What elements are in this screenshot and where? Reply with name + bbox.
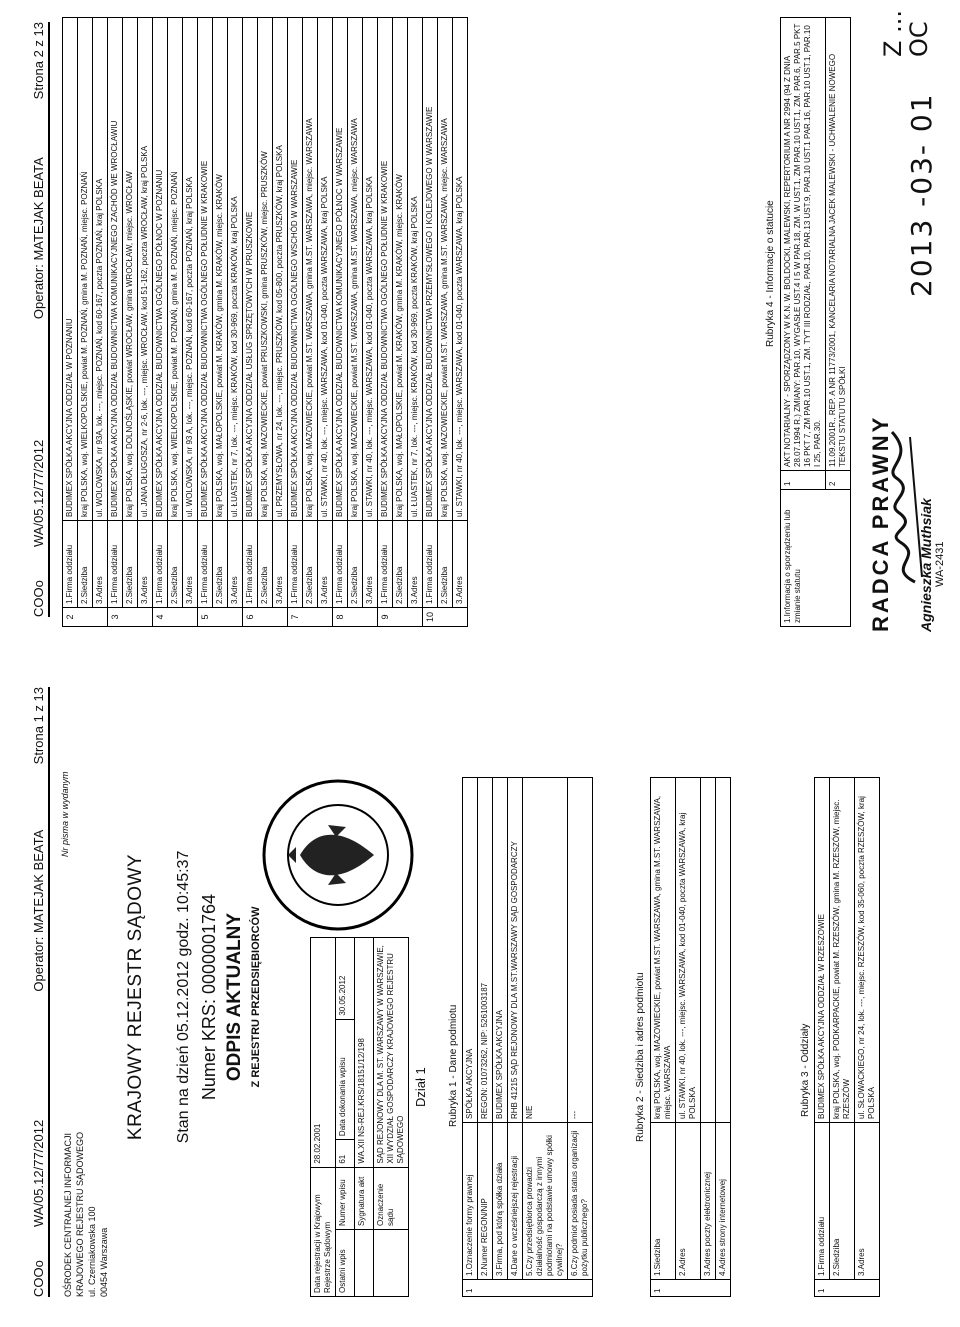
table-row [336, 938, 355, 1297]
field-value: BUDIMEX SPÓŁKA AKCYJNA ODDZIAŁ W RZESZOWIE [815, 778, 830, 1123]
field-label: 3.Firma, pod którą spółka działa [493, 1123, 508, 1280]
table-row [333, 18, 348, 627]
field-value: RHB 41215 SĄD REJONOWY DLA M.ST.WARSZAWY SĄD GOSPODARCZY [508, 778, 523, 1123]
field-label: 2.Siedziba [393, 521, 408, 608]
table-row [183, 18, 198, 627]
field-label: 2.Siedziba [213, 521, 228, 608]
field-label: 1.Firma oddziału [333, 521, 348, 608]
field-label: 4.Dane o wcześniejszej rejestracji [508, 1123, 523, 1280]
field-value: kraj POLSKA, woj. MAŁOPOLSKIE, powiat M. KRAKÓW, gmina M. KRAKÓW, miejsc. KRAKÓW [393, 18, 408, 521]
rubric-2-table [650, 777, 731, 1297]
court-line: ul. Czerniakowska 100 [87, 1206, 97, 1297]
page-header [28, 22, 50, 617]
table-cell: 61 [336, 1140, 355, 1168]
court-line: OŚRODEK CENTRALNEJ INFORMACJI [63, 1132, 73, 1297]
field-value: kraj POLSKA, woj. PODKARPACKIE, powiat M. RZESZÓW, gmina M. RZESZÓW, miejsc. RZESZÓW [830, 778, 855, 1123]
field-label: 1.Firma oddziału [108, 521, 123, 608]
table-row [378, 18, 393, 627]
field-label: 2.Siedziba [438, 521, 453, 608]
table-row [78, 18, 93, 627]
field-label: 6.Czy podmiot posiada status organizacji pożytku publicznego? [568, 1123, 593, 1280]
rubric-1-table [462, 777, 593, 1297]
field-value: NIE [523, 778, 568, 1123]
table-row [676, 778, 701, 1297]
field-label: 1.Firma oddziału [815, 1123, 830, 1280]
field-label: 2.Siedziba [168, 521, 183, 608]
table-row [408, 18, 423, 627]
row-number: 1 [781, 471, 826, 490]
registry-title: KRAJOWY REJESTR SĄDOWY [125, 853, 146, 1141]
field-value: BUDIMEX SPÓŁKA AKCYJNA ODDZIAŁ BUDOWNICTWA OGÓLNEGO POŁUDNIE W KRAKOWIE [198, 18, 213, 521]
krs-number: Numer KRS: 0000001764 [199, 893, 219, 1101]
table-cell: Oznaczenie sądu [374, 1167, 409, 1229]
field-label: 1.Firma oddziału [153, 521, 168, 608]
rubric-3-table [814, 777, 880, 1297]
field-value: kraj POLSKA, woj. DOLNOŚLĄSKIE, powiat WROCŁAW, gmina WROCŁAW, miejsc. WROCŁAW [123, 18, 138, 521]
table-row [568, 778, 593, 1297]
field-label: 1.Firma oddziału [243, 521, 258, 608]
field-label: 3.Adres [363, 521, 378, 608]
table-cell: Ostatni wpis [336, 1230, 355, 1297]
table-cell: Numer wpisu [336, 1167, 355, 1229]
field-value: ul. STAWKI, nr 40, lok. ---, miejsc. WARSZAWA, kod 01-040, poczta WARSZAWA, kraj POLSKA [318, 18, 333, 521]
field-value: SPÓŁKA AKCYJNA [463, 778, 478, 1123]
field-value: 11.09.2001R., REP. A NR 11773/2001, KANCELARIA NOTARIALNA JACEK MALEWSKI - UCHWALENIE NOWEGO TEKSTU STATUTU SPÓŁKI [826, 18, 851, 471]
field-label: 1.Firma oddziału [288, 521, 303, 608]
field-label: 1.Siedziba [651, 1123, 676, 1280]
row-number: 4 [153, 608, 198, 627]
field-label: 1.Oznaczenie formy prawnej [463, 1123, 478, 1280]
field-label: 3.Adres [855, 1123, 880, 1280]
legal-counsel-number: WA-2431 [934, 541, 946, 587]
header-code: COOo [30, 1260, 46, 1297]
field-label: 5.Czy przedsiębiorca prowadzi działalność gospodarczą z innymi podmiotami na podstawie umowy spółki cywilnej? [523, 1123, 568, 1280]
table-row [153, 18, 168, 627]
field-value: kraj POLSKA, woj. WIELKOPOLSKIE, powiat M. POZNAŃ, gmina M. POZNAŃ, miejsc. POZNAŃ [168, 18, 183, 521]
table-row [438, 18, 453, 627]
row-number: 1 [651, 1280, 731, 1297]
table-row [508, 778, 523, 1297]
field-label: 3.Adres [273, 521, 288, 608]
field-value: BUDIMEX SPÓŁKA AKCYJNA ODDZIAŁ BUDOWNICTWA PRZEMYSŁOWEGO I KOLEJOWEGO W WARSZAWIE [423, 18, 438, 521]
field-value: ul. ŁUASTEK, nr 7, lok. ---, miejsc. KRAKÓW, kod 30-969, poczta KRAKÓW, kraj POLSKA [228, 18, 243, 521]
table-row [374, 938, 409, 1297]
field-label: 2.Siedziba [258, 521, 273, 608]
court-note: Nr pisma w wydanym [60, 771, 70, 857]
field-label: 1.Firma oddziału [198, 521, 213, 608]
document-title-block [125, 817, 262, 1177]
table-cell: Data rejestracji w Krajowym Rejestrze Sądowym [311, 1167, 336, 1296]
table-row [363, 18, 378, 627]
table-cell: Sygnatura akt [355, 1167, 374, 1229]
table-row [168, 18, 183, 627]
table-row [493, 778, 508, 1297]
field-label: 1.Informacja o sporządzeniu lub zmianie statutu [781, 490, 851, 627]
table-row [453, 18, 468, 627]
field-value: --- [568, 778, 593, 1123]
field-label: 2.Adres [676, 1123, 701, 1280]
field-value: ul. STAWKI, nr 40, lok. ---, miejsc. WARSZAWA, kod 01-040, poczta WARSZAWA, kraj POLSKA [676, 778, 701, 1123]
header-page-number: Strona 1 z 13 [30, 687, 46, 765]
table-row [123, 18, 138, 627]
field-value: ul. SŁOWACKIEGO, nr 24, lok. ---, miejsc. RZESZÓW, kod 35-060, poczta RZESZÓW, kraj POLSKA [855, 778, 880, 1123]
table-row [258, 18, 273, 627]
handwritten-date: 2013 -03- 01 [905, 92, 938, 297]
table-cell [355, 1230, 374, 1297]
table-row [423, 18, 438, 627]
field-label: 1.Firma oddziału [378, 521, 393, 608]
table-row [288, 18, 303, 627]
corner-handwriting: Z ... OC [879, 10, 933, 57]
field-value: ul. STAWKI, nr 40, lok. ---, miejsc. WARSZAWA, kod 01-040, poczta WARSZAWA, kraj POLSKA [363, 18, 378, 521]
header-operator: Operator: MATEJAK BEATA [30, 829, 46, 992]
field-value: kraj POLSKA, woj. MAZOWIECKIE, powiat PRUSZKOWSKI, gmina PRUSZKÓW, miejsc. PRUSZKÓW [258, 18, 273, 521]
field-label: 3.Adres [228, 521, 243, 608]
field-value: kraj POLSKA, woj. MAZOWIECKIE, powiat M.ST. WARSZAWA, gmina M.ST. WARSZAWA, miejsc. WARSZAWA [303, 18, 318, 521]
table-row [303, 18, 318, 627]
field-value: ul. JANA DŁUGOSZA, nr 2-6, lok. ---, miejsc. WROCŁAW, kod 51-162, poczta WROCŁAW, kraj POLSKA [138, 18, 153, 521]
court-line: KRAJOWEGO REJESTRU SĄDOWEGO [75, 1131, 85, 1297]
table-row [138, 18, 153, 627]
field-value: BUDIMEX SPÓŁKA AKCYJNA [493, 778, 508, 1123]
table-row [228, 18, 243, 627]
field-label: 2.Siedziba [123, 521, 138, 608]
field-label: 2.Siedziba [303, 521, 318, 608]
table-row [198, 18, 213, 627]
field-value: BUDIMEX SPÓŁKA AKCYJNA ODDZIAŁ BUDOWNICTWA KOMUNIKACYJNEGO ZACHÓD WE WROCŁAWIU [108, 18, 123, 521]
table-row [478, 778, 493, 1297]
field-value: ul. PRZEMYSŁOWA, nr 24, lok. ---, miejsc. PRUSZKÓW, kod 05-800, poczta PRUSZKÓW, kraj POLSKA [273, 18, 288, 521]
table-row [830, 778, 855, 1297]
header-operator: Operator: MATEJAK BEATA [30, 157, 46, 320]
field-value: ul. ŁUASTEK, nr 7, lok. ---, miejsc. KRAKÓW, kod 30-969, poczta KRAKÓW, kraj POLSKA [408, 18, 423, 521]
rubric-3-title: Rubryka 3 - Oddziały [800, 1023, 811, 1117]
rubric-4-table [780, 17, 851, 627]
field-value: REGON: 01073262, NIP: 5261003187 [478, 778, 493, 1123]
section-title: Dział 1 [413, 1067, 428, 1107]
field-label: 3.Adres [93, 521, 108, 608]
header-signature: WA/05.12/77/2012 [30, 439, 46, 547]
field-value: kraj POLSKA, woj. MAZOWIECKIE, powiat M.ST. WARSZAWA, gmina M.ST. WARSZAWA, miejsc. WARSZAWA [348, 18, 363, 521]
table-row [815, 778, 830, 1297]
court-seal-icon [258, 775, 418, 935]
field-label: 2.Siedziba [830, 1123, 855, 1280]
table-cell: SĄD REJONOWY DLA M. ST. WARSZAWY W WARSZAWIE, XII WYDZIAŁ GOSPODARCZY KRAJOWEGO REJESTRU SĄDOWEGO [374, 938, 409, 1168]
field-value [716, 778, 731, 1123]
row-number: 1 [463, 1280, 593, 1297]
legal-counsel-name: Agnieszka Muthsiak [918, 498, 934, 632]
registration-table [310, 937, 409, 1297]
table-row [348, 18, 363, 627]
field-label: 3.Adres [408, 521, 423, 608]
field-value [701, 778, 716, 1123]
row-number: 9 [378, 608, 423, 627]
field-label: 1.Firma oddziału [63, 521, 78, 608]
field-value: kraj POLSKA, woj. MAŁOPOLSKIE, powiat M. KRAKÓW, gmina M. KRAKÓW, miejsc. KRAKÓW [213, 18, 228, 521]
rubric-1-title: Rubryka 1 - Dane podmiotu [448, 1004, 459, 1127]
page-2 [0, 2, 960, 647]
table-row [213, 18, 228, 627]
branches-table [62, 17, 468, 627]
row-number: 2 [826, 471, 851, 490]
field-label: 2.Siedziba [78, 521, 93, 608]
field-value: BUDIMEX SPÓŁKA AKCYJNA ODDZIAŁ BUDOWNICTWA OGÓLNEGO POŁUDNIE W KRAKOWIE [378, 18, 393, 521]
table-cell: Data dokonania wpisu [336, 1019, 355, 1139]
state-date: Stan na dzień 05.12.2012 godz. 10:45:37 [175, 850, 192, 1144]
table-row [393, 18, 408, 627]
row-number: 5 [198, 608, 243, 627]
field-label: 3.Adres [183, 521, 198, 608]
row-number: 3 [108, 608, 153, 627]
table-row [651, 778, 676, 1297]
table-row [273, 18, 288, 627]
table-row [781, 18, 826, 627]
field-value: ul. WOLOWSKA, nr 93 A, lok. ---, miejsc. POZNAŃ, kod 60-167, poczta POZNAŃ, kraj POLSKA [183, 18, 198, 521]
field-label: 3.Adres [138, 521, 153, 608]
field-label: 2.Numer REGON/NIP [478, 1123, 493, 1280]
table-cell: 30.05.2012 [336, 938, 355, 1020]
rubric-4-title: Rubryka 4 - Informacje o statucie [765, 200, 776, 347]
legal-counsel-stamp-title: RADCA PRAWNY [868, 414, 893, 632]
field-value: AKT NOTARIALNY - SPORZĄDZONY W K.N. W. BOLDOCKI, MALEWSKI, REPERTORIUM A NR 2994 (94 Z DNIA 28.07.1994 R.) ZMIANY: PAR.10, WYGASŁE UST.4 I 5 W PAR.18, ZM. W UST.1, ZM PAR.10 UST.1, ZM. PAR.6, PAR.5 PKT 16 PKT 7, ZM PAR.10 UST.1, ZM. TYT III RODZIAŁ, PAR.10, PAR.13 UST.9, PAR.10 UST.1 PAR.16, PAR.10 UST.1, PAR.10 I 25, PAR.30. [781, 18, 826, 471]
row-number: 6 [243, 608, 288, 627]
register-name: Z REJESTRU PRZEDSIĘBIORCÓW [250, 906, 262, 1088]
header-signature: WA/05.12/77/2012 [30, 1119, 46, 1227]
table-cell: WA.XII NS-REJ.KRS/18151/12/198 [355, 938, 374, 1168]
field-value: kraj POLSKA, woj. WIELKOPOLSKIE, powiat M. POZNAŃ, gmina M. POZNAŃ, miejsc. POZNAŃ [78, 18, 93, 521]
page-header [28, 687, 50, 1297]
row-number: 2 [63, 608, 108, 627]
field-value: BUDIMEX SPÓŁKA AKCYJNA ODDZIAŁ BUDOWNICTWA OGÓLNEGO PÓŁNOC W POZNANIU [153, 18, 168, 521]
field-label: 3.Adres [453, 521, 468, 608]
table-row [716, 778, 731, 1297]
header-code: COOo [30, 580, 46, 617]
row-number: 10 [423, 608, 468, 627]
header-page-number: Strona 2 z 13 [30, 22, 46, 100]
field-label: 1.Firma oddziału [423, 521, 438, 608]
table-row [311, 938, 336, 1297]
court-address [62, 1127, 110, 1297]
copy-type: ODPIS AKTUALNY [224, 912, 245, 1082]
field-label: 3.Adres poczty elektronicznej [701, 1123, 716, 1280]
field-value: BUDIMEX SPÓŁKA AKCYJNA ODDZIAŁ BUDOWNICTWA OGÓLNEGO WSCHÓD W WARSZAWIE [288, 18, 303, 521]
field-value: kraj POLSKA, woj. MAZOWIECKIE, powiat M.ST. WARSZAWA, gmina M.ST. WARSZAWA, miejsc. WARSZAWA [651, 778, 676, 1123]
table-row [463, 778, 478, 1297]
table-row [93, 18, 108, 627]
table-row [355, 938, 374, 1297]
court-line: 00454 Warszawa [99, 1227, 109, 1297]
field-value: BUDIMEX SPÓŁKA AKCYJNA ODDZIAŁ BUDOWNICTWA KOMUNIKACYJNEGO PÓŁNOC W WARSZAWIE [333, 18, 348, 521]
table-row [108, 18, 123, 627]
row-number: 7 [288, 608, 333, 627]
table-row [243, 18, 258, 627]
table-row [523, 778, 568, 1297]
field-label: 4.Adres strony internetowej [716, 1123, 731, 1280]
row-number: 1 [815, 1280, 880, 1297]
rubric-2-title: Rubryka 2 - Siedziba i adres podmiotu [635, 972, 646, 1142]
table-row [701, 778, 716, 1297]
row-number: 8 [333, 608, 378, 627]
table-row [855, 778, 880, 1297]
table-cell [374, 1230, 409, 1297]
page-1 [0, 667, 960, 1327]
field-label: 3.Adres [318, 521, 333, 608]
table-row [318, 18, 333, 627]
field-value: ul. WOLOWSKA, nr 93A, lok. ---, miejsc. POZNAŃ, kod 60-167, poczta POZNAŃ, kraj POLSKA [93, 18, 108, 521]
field-value: kraj POLSKA, woj. MAZOWIECKIE, powiat M.ST. WARSZAWA, gmina M.ST. WARSZAWA, miejsc. WARSZAWA [438, 18, 453, 521]
field-value: BUDIMEX SPÓŁKA AKCYJNA ODDZIAŁ W POZNANIU [63, 18, 78, 521]
field-value: BUDIMEX SPÓŁKA AKCYJNA ODDZIAŁ USŁUG SPRZĘTOWYCH W PRUSZKOWIE [243, 18, 258, 521]
table-row [63, 18, 78, 627]
table-cell: 28.02.2001 [311, 938, 336, 1168]
field-label: 2.Siedziba [348, 521, 363, 608]
field-value: ul. STAWKI, nr 40, lok. ---, miejsc. WARSZAWA, kod 01-040, poczta WARSZAWA, kraj POLSKA [453, 18, 468, 521]
